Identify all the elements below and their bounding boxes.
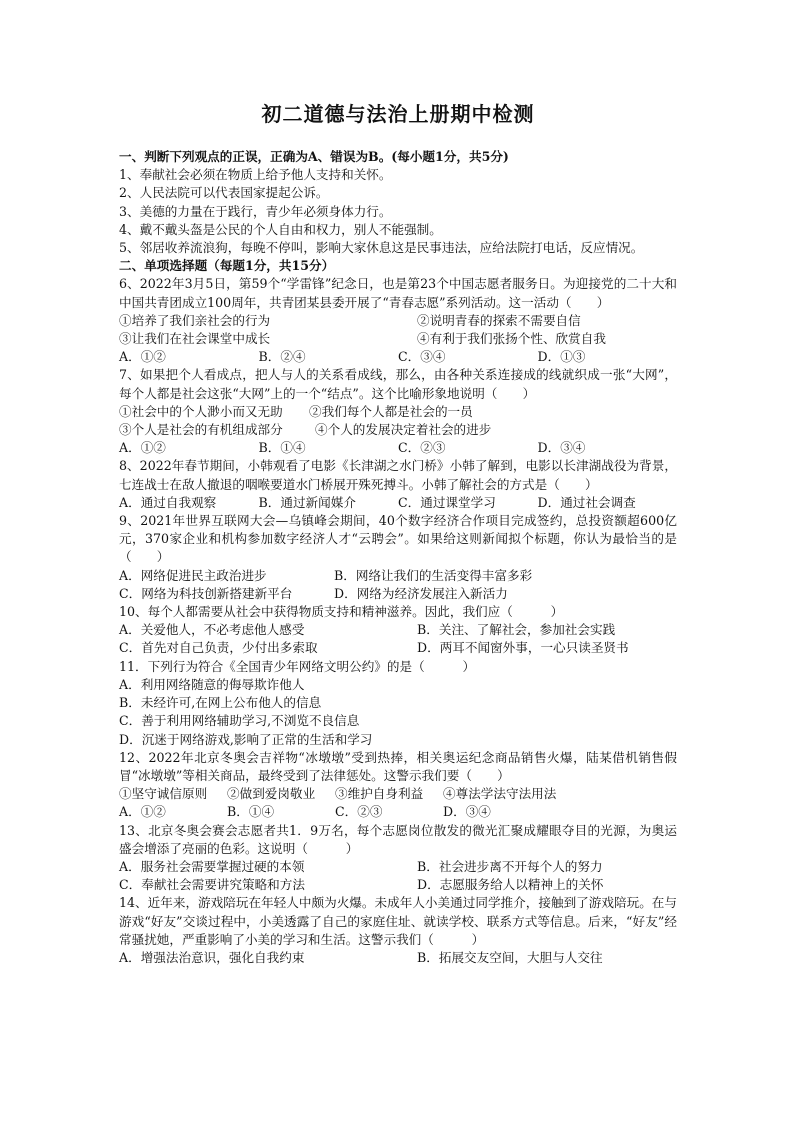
question-7-statements-b: [119, 421, 677, 439]
option-b: B．未经许可,在网上公布他人的信息: [119, 695, 322, 711]
option-d: D．通过社会调查: [537, 494, 636, 510]
statement: ②说明青春的探索不需要自信: [417, 312, 581, 328]
question-8-stem: 8、2022年春节期间，小韩观看了电影《长津湖之水门桥》小韩了解到，电影以长津湖战役为背景，七连战士在敌人撤退的咽喉要道水门桥展开殊死搏斗。小韩了解社会的方式是（ ）: [119, 458, 677, 492]
option-d: D．网络为经济发展注入新活力: [334, 585, 508, 601]
question-7-options: [119, 439, 677, 457]
option-d: D．③④: [537, 440, 586, 456]
option-a: A．①②: [119, 349, 166, 365]
option-b: B．②④: [258, 349, 306, 365]
option-b: B．通过新闻媒介: [258, 494, 356, 510]
statement: ④个人的发展决定着社会的进步: [315, 422, 492, 438]
statement: ④尊法学法守法用法: [443, 786, 557, 802]
question-9-stem: 9、2021年世界互联网大会—乌镇峰会期间，40个数字经济合作项目完成签约，总投资额超600亿元，370家企业和机构参加数字经济人才“云聘会”。如果给这则新闻拟个标题，你认为最恰当的是（ ）: [119, 513, 677, 565]
statement: ③维护自身利益: [335, 786, 424, 802]
question-9-options-cd: [119, 585, 677, 603]
option-c: C．奉献社会需要讲究策略和方法: [119, 877, 305, 893]
option-b: B．①④: [258, 440, 306, 456]
option-c: C．善于利用网络辅助学习,不浏览不良信息: [119, 713, 360, 729]
question-7-stem: 7、如果把个人看成点，把人与人的关系看成线，那么，由各种关系连接成的线就织成一张“大网”，每个人都是社会这张“大网”上的一个“结点”。这个比喻形象地说明（ ）: [119, 367, 677, 401]
document-body: [119, 148, 677, 967]
statement: ①社会中的个人渺小而又无助: [119, 403, 283, 419]
question-12-stem: 12、2022年北京冬奥会吉祥物“冰墩墩”受到热捧，相关奥运纪念商品销售火爆，陆某借机销售假冒“冰墩墩”等相关商品，最终受到了法律惩处。这警示我们要（ ）: [119, 749, 677, 783]
judge-item-1: 1、奉献社会必须在物质上给予他人支持和关怀。: [119, 167, 392, 183]
option-b: B．拓展交友空间，大胆与人交往: [417, 949, 603, 965]
option-d: D．①③: [537, 349, 586, 365]
judge-item-3: 3、美德的力量在于践行，青少年必须身体力行。: [119, 203, 392, 219]
statement: ③个人是社会的有机组成部分: [119, 422, 283, 438]
statement: ①培养了我们亲社会的行为: [119, 312, 271, 328]
option-a: A．①②: [119, 440, 166, 456]
question-10-options-cd: [119, 639, 677, 657]
question-11-stem: 11．下列行为符合《全国青少年网络文明公约》的是（ ）: [119, 658, 476, 674]
question-8-options: [119, 494, 677, 512]
question-12-statements: [119, 785, 677, 803]
option-c: C．网络为科技创新搭建新平台: [119, 585, 293, 601]
question-6-statements-b: [119, 330, 677, 348]
option-a: A．增强法治意识，强化自我约束: [119, 949, 305, 965]
question-13-stem: 13、北京冬奥会赛会志愿者共1．9万名，每个志愿岗位散发的微光汇聚成耀眼夺目的光源，为奥运盛会增添了亮丽的色彩。这说明（ ）: [119, 822, 677, 856]
section2-heading: 二、单项选择题（每题1分，共15分）: [119, 258, 335, 274]
option-c: C．②③: [398, 440, 446, 456]
option-b: B．关注、了解社会，参加社会实践: [417, 622, 616, 638]
question-10-stem: 10、每个人都需要从社会中获得物质支持和精神滋养。因此，我们应（ ）: [119, 604, 564, 620]
statement: ①坚守诚信原则: [119, 786, 208, 802]
option-c: C．③④: [398, 349, 446, 365]
question-12-options: [119, 803, 677, 821]
option-b: B．①④: [227, 804, 275, 820]
option-d: D．③④: [443, 804, 491, 820]
option-a: A．通过自我观察: [119, 494, 217, 510]
statement: ②做到爱岗敬业: [227, 786, 316, 802]
question-13-options-ab: [119, 858, 677, 876]
statement: ③让我们在社会课堂中成长: [119, 331, 271, 347]
question-6-options: [119, 348, 677, 366]
question-10-options-ab: [119, 621, 677, 639]
question-6-stem: 6、2022年3月5日，第59个“学雷锋”纪念日，也是第23个中国志愿者服务日。为迎接党的二十大和中国共青团成立100周年，共青团某县委开展了“青春志愿”系列活动。这一活动（ ）: [119, 276, 677, 310]
option-c: C．②③: [335, 804, 383, 820]
option-d: D．沉迷于网络游戏,影响了正常的生活和学习: [119, 731, 373, 747]
page-title: 初二道德与法治上册期中检测: [261, 102, 535, 126]
option-a: A．①②: [119, 804, 166, 820]
option-c: C．通过课堂学习: [398, 494, 496, 510]
option-a: A．关爱他人，不必考虑他人感受: [119, 622, 305, 638]
option-d: D．两耳不闻窗外事，一心只读圣贤书: [417, 640, 629, 656]
question-6-statements-a: [119, 312, 677, 330]
question-14-options-ab: [119, 949, 677, 967]
statement: ④有利于我们张扬个性、欣赏自我: [417, 331, 606, 347]
option-a: A．利用网络随意的侮辱欺诈他人: [119, 676, 305, 692]
question-7-statements-a: [119, 403, 677, 421]
option-a: A．服务社会需要掌握过硬的本领: [119, 858, 305, 874]
option-b: B．社会进步离不开每个人的努力: [417, 858, 603, 874]
question-14-stem: 14、近年来，游戏陪玩在年轻人中颇为火爆。未成年人小美通过同学推介，接触到了游戏陪玩。在与游戏“好友”交谈过程中，小美透露了自己的家庭住址、就读学校、联系方式等信息。后来，“好友”经常骚扰她，严重影响了小美的学习和生活。这警示我们（ ）: [119, 895, 677, 947]
question-13-options-cd: [119, 876, 677, 894]
section1-heading: 一、判断下列观点的正误，正确为A、错误为B。(每小题1分，共5分): [119, 149, 509, 164]
judge-item-5: 5、邻居收养流浪狗，每晚不停叫，影响大家休息这是民事违法，应给法院打电话，反应情况。: [119, 240, 644, 256]
judge-item-2: 2、人民法院可以代表国家提起公诉。: [119, 185, 329, 201]
statement: ②我们每个人都是社会的一员: [309, 403, 473, 419]
option-d: D．志愿服务给人以精神上的关怀: [417, 877, 604, 893]
question-9-options-ab: [119, 567, 677, 585]
judge-item-4: 4、戴不戴头盔是公民的个人自由和权力，别人不能强制。: [119, 221, 442, 237]
option-a: A．网络促进民主政治进步: [119, 567, 267, 583]
option-c: C．首先对自己负责，少付出多索取: [119, 640, 318, 656]
option-b: B．网络让我们的生活变得丰富多彩: [334, 567, 533, 583]
